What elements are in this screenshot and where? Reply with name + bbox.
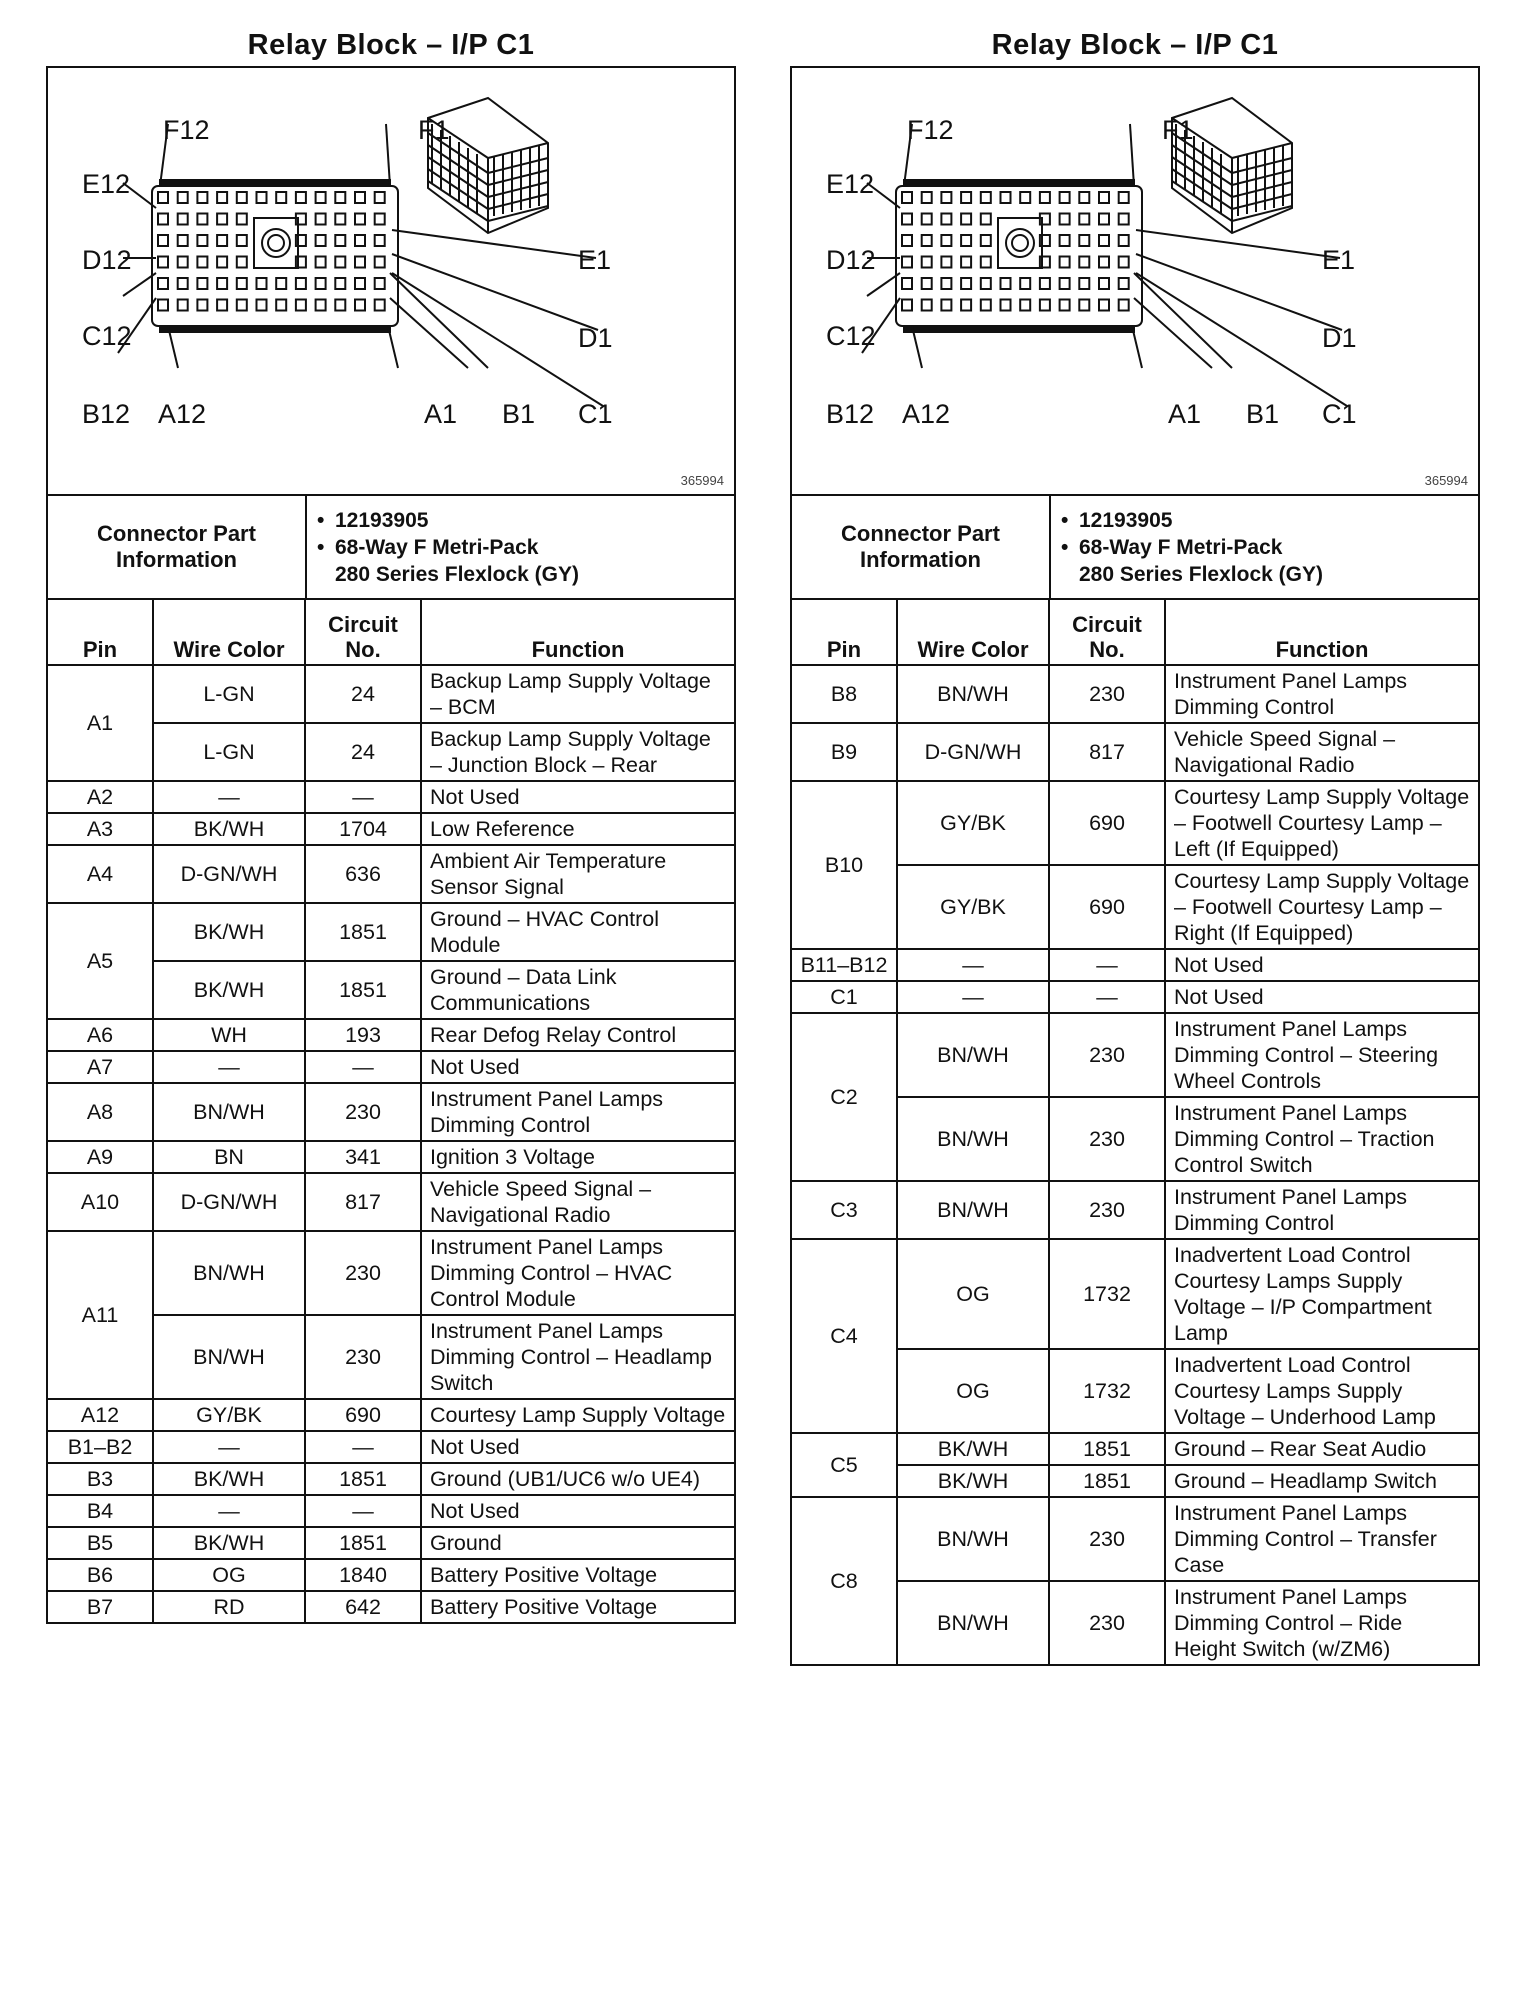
wire-color-cell: BK/WH <box>153 1463 305 1495</box>
label-e1: E1 <box>578 245 612 275</box>
wire-color-cell: — <box>153 1431 305 1463</box>
function-cell: Instrument Panel Lamps Dimming Control – Steering Wheel Controls <box>1165 1013 1479 1097</box>
table-row <box>791 981 1479 1013</box>
wire-color-cell: D-GN/WH <box>153 1173 305 1231</box>
function-cell: Instrument Panel Lamps Dimming Control – Transfer Case <box>1165 1497 1479 1581</box>
table-row <box>47 813 735 845</box>
connector-diagram <box>46 66 736 496</box>
function-cell: Not Used <box>421 1495 735 1527</box>
label-a12: A12 <box>158 399 207 429</box>
table-row <box>791 781 1479 865</box>
wire-color-cell: BN/WH <box>897 1581 1049 1665</box>
left-panel <box>46 0 736 1624</box>
wire-color-cell: BN <box>153 1141 305 1173</box>
table-row <box>791 1497 1479 1581</box>
circuit-no-cell: 24 <box>305 665 421 723</box>
function-cell: Inadvertent Load Control Courtesy Lamps Supply Voltage – I/P Compartment Lamp <box>1165 1239 1479 1349</box>
label-f12: F12 <box>907 115 954 145</box>
function-cell: Not Used <box>1165 949 1479 981</box>
table-row <box>47 781 735 813</box>
right-panel <box>790 0 1480 1666</box>
label-d1: D1 <box>578 323 613 353</box>
wire-color-cell: GY/BK <box>897 781 1049 865</box>
wire-color-cell: BN/WH <box>153 1315 305 1399</box>
function-cell: Instrument Panel Lamps Dimming Control <box>1165 1181 1479 1239</box>
pin-cell: B6 <box>47 1559 153 1591</box>
header-circuit-no: Circuit No. <box>1049 600 1165 665</box>
table-row <box>47 665 735 723</box>
connector-type: • 68-Way F Metri-Pack <box>1061 534 1468 561</box>
table-row <box>47 903 735 961</box>
wire-color-cell: D-GN/WH <box>153 845 305 903</box>
function-cell: Not Used <box>421 1431 735 1463</box>
table-row <box>47 1431 735 1463</box>
circuit-no-cell: 690 <box>305 1399 421 1431</box>
pin-cell: A6 <box>47 1019 153 1051</box>
wire-color-cell: BK/WH <box>153 1527 305 1559</box>
table-row <box>791 1013 1479 1097</box>
circuit-no-cell: 230 <box>1049 1013 1165 1097</box>
table-row <box>791 665 1479 723</box>
header-pin: Pin <box>47 600 153 665</box>
pin-cell: A8 <box>47 1083 153 1141</box>
wire-color-cell: BK/WH <box>897 1433 1049 1465</box>
pin-cell: C2 <box>791 1013 897 1181</box>
pin-cell: B3 <box>47 1463 153 1495</box>
connector-face-drawing <box>48 68 734 494</box>
label-e12: E12 <box>826 169 875 199</box>
label-d12: D12 <box>826 245 876 275</box>
wire-color-cell: — <box>153 1495 305 1527</box>
label-c12: C12 <box>826 321 876 351</box>
label-f1: F1 <box>1162 115 1194 145</box>
function-cell: Courtesy Lamp Supply Voltage – Footwell Courtesy Lamp – Right (If Equipped) <box>1165 865 1479 949</box>
circuit-no-cell: 1851 <box>305 903 421 961</box>
connector-series: 280 Series Flexlock (GY) <box>335 562 579 586</box>
label-c1: C1 <box>578 399 613 429</box>
function-cell: Rear Defog Relay Control <box>421 1019 735 1051</box>
wire-color-cell: — <box>897 949 1049 981</box>
circuit-no-cell: — <box>305 1495 421 1527</box>
table-row <box>791 949 1479 981</box>
circuit-no-cell: 1840 <box>305 1559 421 1591</box>
connector-info-table <box>46 496 736 600</box>
part-number: • 12193905 <box>1061 507 1468 534</box>
pin-cell: A11 <box>47 1231 153 1399</box>
wire-color-cell: GY/BK <box>153 1399 305 1431</box>
connector-info-table <box>790 496 1480 600</box>
table-row <box>47 1559 735 1591</box>
label-f1: F1 <box>418 115 450 145</box>
header-wire-color: Wire Color <box>153 600 305 665</box>
connector-info-values <box>1050 496 1479 599</box>
wire-color-cell: BK/WH <box>153 813 305 845</box>
pin-table <box>790 600 1480 1666</box>
connector-info-label: Connector Part Information <box>47 496 306 599</box>
circuit-no-cell: 341 <box>305 1141 421 1173</box>
wire-color-cell: — <box>153 1051 305 1083</box>
function-cell: Ground <box>421 1527 735 1559</box>
label-e12: E12 <box>82 169 131 199</box>
circuit-no-cell: 1851 <box>305 961 421 1019</box>
function-cell: Not Used <box>421 1051 735 1083</box>
table-row <box>47 1083 735 1141</box>
connector-info-label: Connector Part Information <box>791 496 1050 599</box>
header-function: Function <box>421 600 735 665</box>
circuit-no-cell: — <box>305 781 421 813</box>
pin-cell: A2 <box>47 781 153 813</box>
pin-cell: A7 <box>47 1051 153 1083</box>
label-a1: A1 <box>1168 399 1202 429</box>
table-row <box>47 1231 735 1315</box>
wire-color-cell: L-GN <box>153 723 305 781</box>
circuit-no-cell: 230 <box>1049 665 1165 723</box>
circuit-no-cell: 1851 <box>1049 1465 1165 1497</box>
circuit-no-cell: 230 <box>1049 1181 1165 1239</box>
label-d12: D12 <box>82 245 132 275</box>
function-cell: Instrument Panel Lamps Dimming Control – HVAC Control Module <box>421 1231 735 1315</box>
table-row <box>47 1591 735 1623</box>
pin-cell: A4 <box>47 845 153 903</box>
wire-color-cell: WH <box>153 1019 305 1051</box>
pin-cell: A5 <box>47 903 153 1019</box>
function-cell: Low Reference <box>421 813 735 845</box>
table-row <box>791 1239 1479 1349</box>
pin-cell: B8 <box>791 665 897 723</box>
pin-cell: C3 <box>791 1181 897 1239</box>
connector-info-values <box>306 496 735 599</box>
circuit-no-cell: 230 <box>1049 1097 1165 1181</box>
pin-cell: B5 <box>47 1527 153 1559</box>
circuit-no-cell: 193 <box>305 1019 421 1051</box>
function-cell: Instrument Panel Lamps Dimming Control – Ride Height Switch (w/ZM6) <box>1165 1581 1479 1665</box>
table-row <box>791 1433 1479 1465</box>
pin-cell: B10 <box>791 781 897 949</box>
label-e1: E1 <box>1322 245 1356 275</box>
circuit-no-cell: — <box>1049 949 1165 981</box>
function-cell: Ground (UB1/UC6 w/o UE4) <box>421 1463 735 1495</box>
pin-cell: C8 <box>791 1497 897 1665</box>
pin-cell: A9 <box>47 1141 153 1173</box>
pin-cell: C1 <box>791 981 897 1013</box>
wire-color-cell: — <box>897 981 1049 1013</box>
wire-color-cell: OG <box>897 1239 1049 1349</box>
circuit-no-cell: 1851 <box>1049 1433 1165 1465</box>
function-cell: Ground – Rear Seat Audio <box>1165 1433 1479 1465</box>
label-a1: A1 <box>424 399 458 429</box>
table-row <box>47 845 735 903</box>
circuit-no-cell: 230 <box>305 1231 421 1315</box>
function-cell: Not Used <box>1165 981 1479 1013</box>
circuit-no-cell: — <box>305 1051 421 1083</box>
function-cell: Instrument Panel Lamps Dimming Control – Traction Control Switch <box>1165 1097 1479 1181</box>
table-row <box>47 1019 735 1051</box>
function-cell: Ignition 3 Voltage <box>421 1141 735 1173</box>
function-cell: Ground – Headlamp Switch <box>1165 1465 1479 1497</box>
pin-cell: A10 <box>47 1173 153 1231</box>
circuit-no-cell: 1851 <box>305 1463 421 1495</box>
pin-table <box>46 600 736 1624</box>
pin-cell: A12 <box>47 1399 153 1431</box>
circuit-no-cell: 1851 <box>305 1527 421 1559</box>
panel-title: Relay Block – I/P C1 <box>991 29 1279 61</box>
part-number: • 12193905 <box>317 507 724 534</box>
pin-cell: B1–B2 <box>47 1431 153 1463</box>
circuit-no-cell: 817 <box>1049 723 1165 781</box>
panel-title: Relay Block – I/P C1 <box>247 29 535 61</box>
function-cell: Instrument Panel Lamps Dimming Control <box>421 1083 735 1141</box>
wire-color-cell: RD <box>153 1591 305 1623</box>
connector-type: • 68-Way F Metri-Pack <box>317 534 724 561</box>
function-cell: Ambient Air Temperature Sensor Signal <box>421 845 735 903</box>
table-row <box>47 1141 735 1173</box>
pin-cell: B11–B12 <box>791 949 897 981</box>
circuit-no-cell: 230 <box>305 1083 421 1141</box>
wire-color-cell: D-GN/WH <box>897 723 1049 781</box>
pin-cell: B9 <box>791 723 897 781</box>
wire-color-cell: BN/WH <box>897 1097 1049 1181</box>
wire-color-cell: BN/WH <box>897 1497 1049 1581</box>
wire-color-cell: BN/WH <box>153 1231 305 1315</box>
function-cell: Ground – Data Link Communications <box>421 961 735 1019</box>
pin-cell: C5 <box>791 1433 897 1497</box>
pin-cell: B4 <box>47 1495 153 1527</box>
pin-cell: A1 <box>47 665 153 781</box>
connector-diagram <box>790 66 1480 496</box>
wire-color-cell: GY/BK <box>897 865 1049 949</box>
circuit-no-cell: 636 <box>305 845 421 903</box>
wire-color-cell: BN/WH <box>897 665 1049 723</box>
label-a12: A12 <box>902 399 951 429</box>
circuit-no-cell: 817 <box>305 1173 421 1231</box>
wire-color-cell: BK/WH <box>897 1465 1049 1497</box>
function-cell: Backup Lamp Supply Voltage – BCM <box>421 665 735 723</box>
function-cell: Courtesy Lamp Supply Voltage – Footwell Courtesy Lamp – Left (If Equipped) <box>1165 781 1479 865</box>
wire-color-cell: BN/WH <box>897 1181 1049 1239</box>
label-b12: B12 <box>826 399 875 429</box>
label-d1: D1 <box>1322 323 1357 353</box>
table-row <box>791 723 1479 781</box>
table-row <box>47 1399 735 1431</box>
figure-number: 365994 <box>1424 473 1468 488</box>
function-cell: Inadvertent Load Control Courtesy Lamps Supply Voltage – Underhood Lamp <box>1165 1349 1479 1433</box>
pin-cell: B7 <box>47 1591 153 1623</box>
function-cell: Ground – HVAC Control Module <box>421 903 735 961</box>
circuit-no-cell: 230 <box>305 1315 421 1399</box>
function-cell: Battery Positive Voltage <box>421 1559 735 1591</box>
label-b12: B12 <box>82 399 131 429</box>
label-b1: B1 <box>502 399 536 429</box>
circuit-no-cell: 1732 <box>1049 1349 1165 1433</box>
wire-color-cell: BK/WH <box>153 903 305 961</box>
function-cell: Backup Lamp Supply Voltage – Junction Block – Rear <box>421 723 735 781</box>
function-cell: Instrument Panel Lamps Dimming Control <box>1165 665 1479 723</box>
circuit-no-cell: 230 <box>1049 1581 1165 1665</box>
function-cell: Battery Positive Voltage <box>421 1591 735 1623</box>
label-c12: C12 <box>82 321 132 351</box>
connector-face-drawing <box>792 68 1478 494</box>
wire-color-cell: OG <box>153 1559 305 1591</box>
function-cell: Instrument Panel Lamps Dimming Control – Headlamp Switch <box>421 1315 735 1399</box>
table-row <box>47 1051 735 1083</box>
circuit-no-cell: 1732 <box>1049 1239 1165 1349</box>
pin-cell: C4 <box>791 1239 897 1433</box>
wire-color-cell: — <box>153 781 305 813</box>
circuit-no-cell: 690 <box>1049 865 1165 949</box>
function-cell: Vehicle Speed Signal – Navigational Radio <box>1165 723 1479 781</box>
table-row <box>791 1181 1479 1239</box>
table-row <box>47 1173 735 1231</box>
header-circuit-no: Circuit No. <box>305 600 421 665</box>
label-f12: F12 <box>163 115 210 145</box>
function-cell: Not Used <box>421 781 735 813</box>
function-cell: Courtesy Lamp Supply Voltage <box>421 1399 735 1431</box>
label-c1: C1 <box>1322 399 1357 429</box>
wire-color-cell: BN/WH <box>153 1083 305 1141</box>
pin-cell: A3 <box>47 813 153 845</box>
circuit-no-cell: — <box>305 1431 421 1463</box>
connector-series: 280 Series Flexlock (GY) <box>1079 562 1323 586</box>
function-cell: Vehicle Speed Signal – Navigational Radio <box>421 1173 735 1231</box>
circuit-no-cell: 230 <box>1049 1497 1165 1581</box>
circuit-no-cell: 1704 <box>305 813 421 845</box>
circuit-no-cell: 690 <box>1049 781 1165 865</box>
wire-color-cell: OG <box>897 1349 1049 1433</box>
header-wire-color: Wire Color <box>897 600 1049 665</box>
label-b1: B1 <box>1246 399 1280 429</box>
circuit-no-cell: 24 <box>305 723 421 781</box>
wire-color-cell: L-GN <box>153 665 305 723</box>
table-row <box>47 1527 735 1559</box>
figure-number: 365994 <box>680 473 724 488</box>
circuit-no-cell: — <box>1049 981 1165 1013</box>
wire-color-cell: BN/WH <box>897 1013 1049 1097</box>
header-function: Function <box>1165 600 1479 665</box>
header-pin: Pin <box>791 600 897 665</box>
table-row <box>47 1463 735 1495</box>
table-row <box>47 1495 735 1527</box>
wire-color-cell: BK/WH <box>153 961 305 1019</box>
circuit-no-cell: 642 <box>305 1591 421 1623</box>
